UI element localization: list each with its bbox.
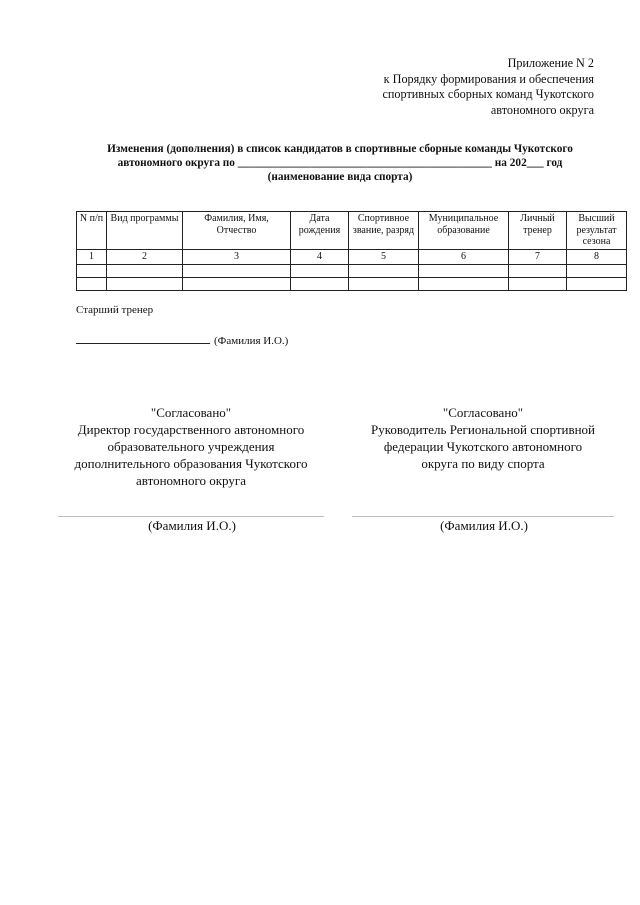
table-cell[interactable] xyxy=(77,264,107,277)
column-number: 8 xyxy=(567,250,627,265)
approval-block-federation-head xyxy=(348,404,618,472)
appendix-line: Приложение N 2 xyxy=(507,56,594,70)
senior-coach-signature xyxy=(76,333,288,347)
approval-line: образовательного учреждения xyxy=(107,439,275,454)
approval-line: федерации Чукотского автономного xyxy=(383,439,583,454)
col-header-best-result: Высший результат сезона xyxy=(567,212,627,250)
table-cell[interactable] xyxy=(107,277,183,290)
table-cell[interactable] xyxy=(509,277,567,290)
col-header-sport-rank: Спортивное звание, разряд xyxy=(349,212,419,250)
approval-block-director xyxy=(56,404,326,489)
title-line-3: (наименование вида спорта) xyxy=(267,171,413,183)
director-name-hint: (Фамилия И.О.) xyxy=(148,518,236,533)
table-cell[interactable] xyxy=(183,264,291,277)
director-signature-line[interactable] xyxy=(58,516,324,517)
approval-line: дополнительного образования Чукотского xyxy=(74,456,308,471)
table-cell[interactable] xyxy=(77,277,107,290)
col-header-number: N п/п xyxy=(77,212,107,250)
column-number: 2 xyxy=(107,250,183,265)
table-cell[interactable] xyxy=(349,277,419,290)
table-cell[interactable] xyxy=(183,277,291,290)
candidates-table xyxy=(76,211,627,291)
column-number: 6 xyxy=(419,250,509,265)
approval-line: автономного округа xyxy=(136,473,246,488)
table-row xyxy=(77,277,627,290)
appendix-line: спортивных сборных команд Чукотского xyxy=(382,87,594,101)
column-number: 3 xyxy=(183,250,291,265)
col-header-program: Вид программы xyxy=(107,212,183,250)
federation-head-signature-line[interactable] xyxy=(352,516,614,517)
table-cell[interactable] xyxy=(349,264,419,277)
name-hint: (Фамилия И.О.) xyxy=(214,335,289,347)
table-cell[interactable] xyxy=(107,264,183,277)
document-title xyxy=(60,142,620,184)
table-cell[interactable] xyxy=(567,277,627,290)
table-cell[interactable] xyxy=(419,277,509,290)
column-number: 1 xyxy=(77,250,107,265)
title-line-1: Изменения (дополнения) в список кандидатов в спортивные сборные команды Чукотского xyxy=(107,143,573,155)
senior-coach-label: Старший тренер xyxy=(76,304,154,316)
appendix-reference xyxy=(294,56,594,118)
approval-title: "Согласовано" xyxy=(150,405,232,420)
table-number-row xyxy=(77,250,627,265)
approval-line: Руководитель Региональной спортивной xyxy=(370,422,596,437)
table-header-row xyxy=(77,212,627,250)
table-cell[interactable] xyxy=(419,264,509,277)
col-header-birth-date: Дата рождения xyxy=(291,212,349,250)
appendix-line: к Порядку формирования и обеспечения xyxy=(383,71,594,86)
approval-line: округа по виду спорта xyxy=(421,456,545,471)
col-header-full-name: Фамилия, Имя, Отчество xyxy=(183,212,291,250)
col-header-personal-coach: Личный тренер xyxy=(509,212,567,250)
table-row xyxy=(77,264,627,277)
federation-head-name-hint: (Фамилия И.О.) xyxy=(440,518,528,533)
column-number: 4 xyxy=(291,250,349,265)
approval-title: "Согласовано" xyxy=(442,405,524,420)
signature-line[interactable] xyxy=(76,333,210,344)
approval-line: Директор государственного автономного xyxy=(77,422,305,437)
table-cell[interactable] xyxy=(291,277,349,290)
appendix-line: автономного округа xyxy=(490,102,594,117)
col-header-municipality: Муниципальное образование xyxy=(419,212,509,250)
table-cell[interactable] xyxy=(509,264,567,277)
column-number: 5 xyxy=(349,250,419,265)
table-cell[interactable] xyxy=(567,264,627,277)
table-cell[interactable] xyxy=(291,264,349,277)
title-line-2: автономного округа по _____________________________________________ на 202___ год xyxy=(117,157,563,169)
column-number: 7 xyxy=(509,250,567,265)
